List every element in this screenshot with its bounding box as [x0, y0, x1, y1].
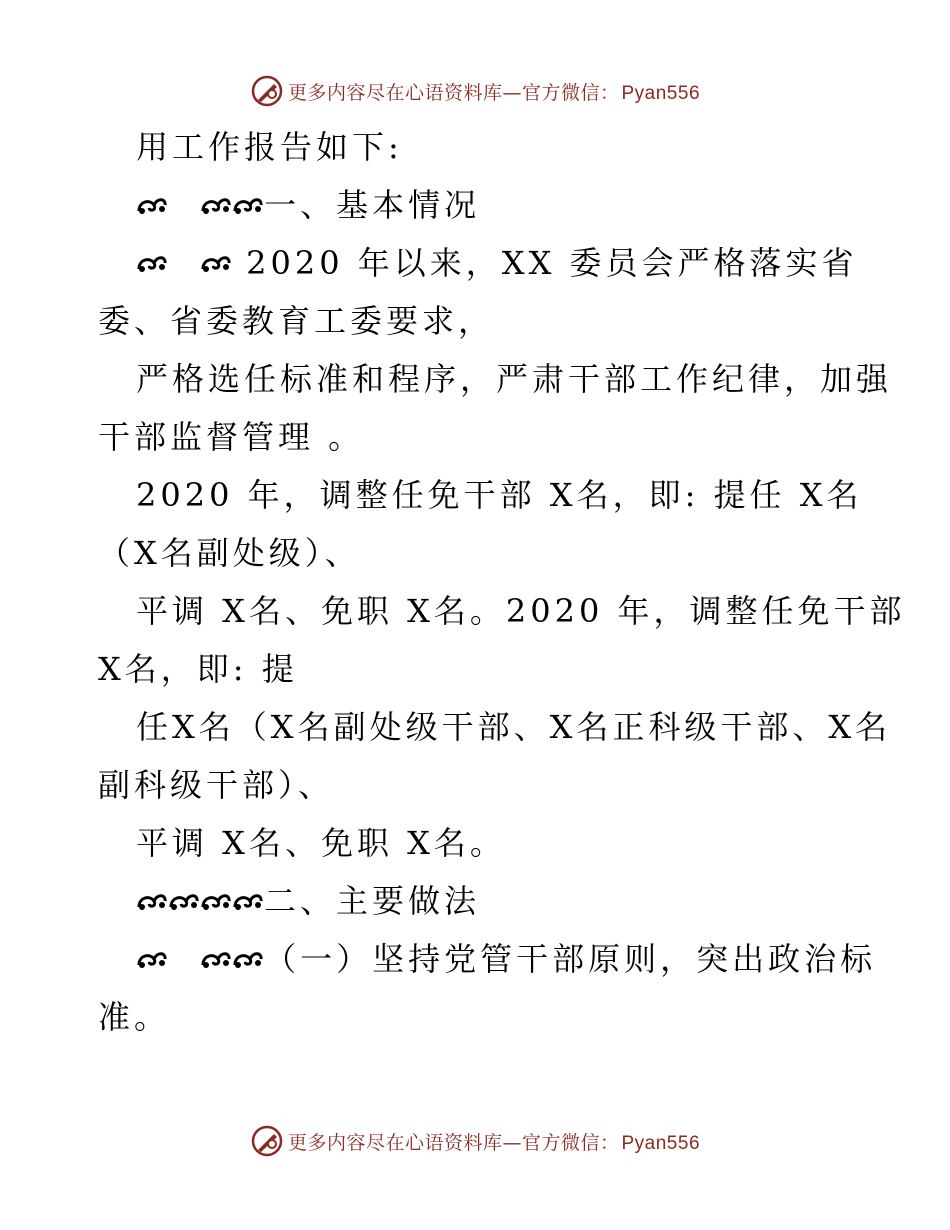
paragraph-line: 平调 X名、免职 X名。: [136, 824, 506, 862]
ornamental-swirl-icon: [136, 251, 168, 275]
ornamental-swirl-icon: [232, 889, 264, 913]
paragraph-line: 准。: [98, 998, 171, 1036]
section-heading-basic: 一、基本情况: [98, 176, 858, 234]
paragraph-line: （X名副处级）、: [98, 534, 361, 572]
paragraph-line: 委、省委教育工委要求，: [98, 302, 495, 340]
ornamental-swirl-icon: [200, 251, 232, 275]
ornamental-swirl-icon: [200, 193, 232, 217]
paragraph-line: 副科级干部）、: [98, 766, 335, 804]
ornamental-swirl-icon: [232, 193, 264, 217]
ornamental-swirl-icon: [232, 947, 264, 971]
ornamental-swirl-icon: [136, 193, 168, 217]
watermark-footer: [0, 1121, 950, 1161]
paragraph-line: 2020 年，调整任免干部 X名，即: 提任 X名: [136, 476, 863, 514]
paragraph-line: 干部监督管理 。: [98, 418, 365, 456]
paragraph-line: 严格选任标准和程序，严肃干部工作纪律，加强: [136, 360, 893, 398]
ornamental-swirl-icon: [200, 947, 232, 971]
section-heading-methods: 二、主要做法: [98, 872, 858, 930]
ornamental-swirl-icon: [168, 889, 200, 913]
quill-logo-icon: [250, 74, 284, 108]
ornamental-swirl-icon: [200, 889, 232, 913]
ornamental-swirl-icon: [136, 947, 168, 971]
watermark-text: 更多内容尽在心语资料库—官方微信： Pyan556: [287, 1131, 701, 1154]
quill-logo-icon: [250, 1124, 284, 1158]
document-body: [98, 118, 906, 1046]
paragraph-line: 平调 X名、免职 X名。2020 年，调整任免干部: [136, 592, 906, 630]
subsection-heading: （一）坚持党管干部原则，突出政治标: [98, 930, 858, 988]
watermark-header: [0, 71, 950, 111]
ornamental-swirl-icon: [136, 889, 168, 913]
watermark-text: 更多内容尽在心语资料库—官方微信： Pyan556: [287, 81, 701, 104]
paragraph-line: X名，即: 提: [98, 650, 298, 688]
paragraph-line: 任X名（X名副处级干部、X名正科级干部、X名: [136, 708, 892, 746]
paragraph-line: 2020 年以来，XX 委员会严格落实省: [98, 234, 858, 292]
paragraph-line: 用工作报告如下:: [136, 128, 403, 166]
